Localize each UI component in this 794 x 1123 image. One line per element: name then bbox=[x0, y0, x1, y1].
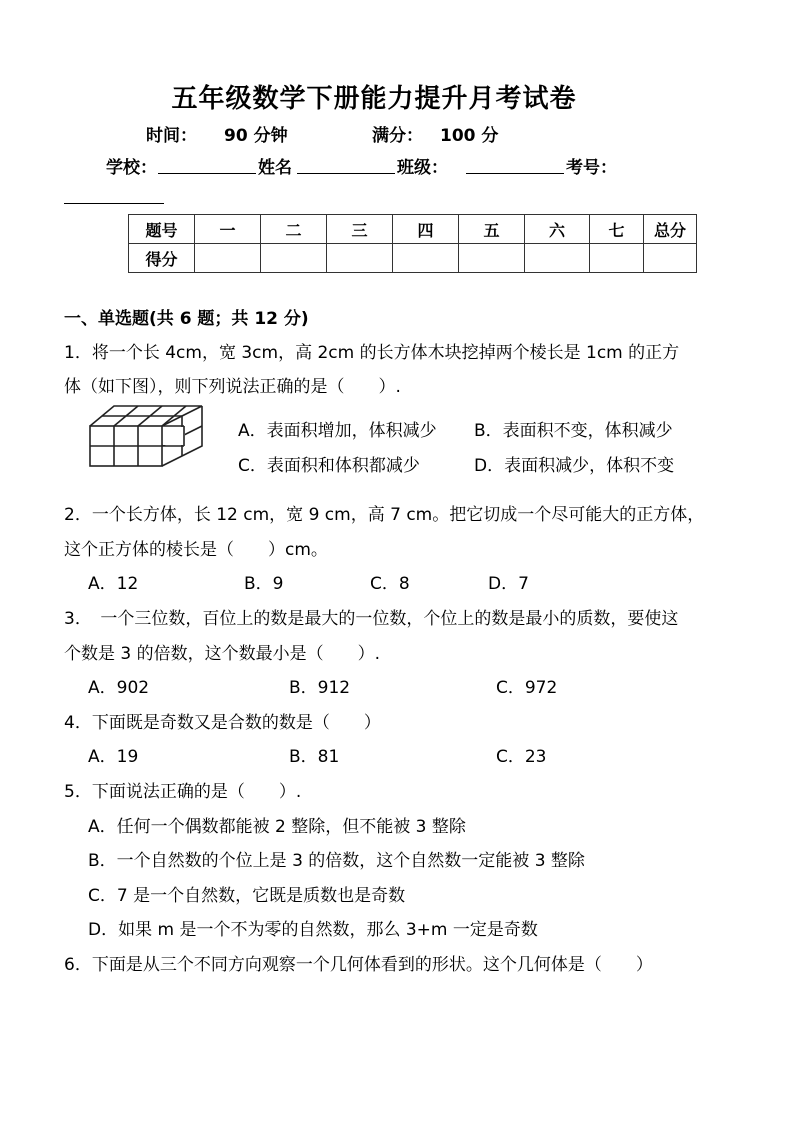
question-5-option-d[interactable]: D．如果 m 是一个不为零的自然数，那么 3+m 一定是奇数 bbox=[88, 920, 538, 940]
name-label: 姓名 bbox=[258, 158, 292, 178]
score-input-cell[interactable] bbox=[195, 244, 261, 273]
score-table-cell: 六 bbox=[525, 215, 590, 244]
question-2-line-2: 这个正方体的棱长是（ ）cm。 bbox=[64, 540, 328, 560]
question-2-option-b[interactable]: B．9 bbox=[244, 574, 284, 594]
question-4-option-c[interactable]: C．23 bbox=[496, 747, 547, 767]
score-table-cell: 七 bbox=[590, 215, 644, 244]
question-2-option-a[interactable]: A．12 bbox=[88, 574, 139, 594]
score-table-cell: 一 bbox=[195, 215, 261, 244]
question-3-option-c[interactable]: C．972 bbox=[496, 678, 558, 698]
score-input-cell[interactable] bbox=[393, 244, 459, 273]
exam-title: 五年级数学下册能力提升月考试卷 bbox=[171, 84, 577, 114]
class-label: 班级： bbox=[397, 158, 448, 178]
question-1-option-a[interactable]: A．表面积增加，体积减少 bbox=[238, 421, 437, 441]
question-4-option-b[interactable]: B．81 bbox=[289, 747, 340, 767]
question-1-line-1: 1．将一个长 4cm，宽 3cm，高 2cm 的长方体木块挖掉两个棱长是 1cm 的正方 bbox=[64, 343, 680, 363]
name-blank[interactable] bbox=[297, 155, 395, 174]
score-table bbox=[128, 214, 697, 273]
question-5-line-1: 5．下面说法正确的是（ ）. bbox=[64, 782, 302, 802]
class-blank[interactable] bbox=[466, 155, 564, 174]
score-table-cell: 五 bbox=[459, 215, 525, 244]
full-score-value: 100 分 bbox=[440, 126, 499, 146]
score-table-cell: 题号 bbox=[129, 215, 195, 244]
cuboid-figure bbox=[88, 400, 206, 470]
score-input-cell[interactable] bbox=[459, 244, 525, 273]
score-input-cell[interactable] bbox=[644, 244, 697, 273]
score-table-score-row bbox=[129, 244, 697, 273]
question-3-option-b[interactable]: B．912 bbox=[289, 678, 351, 698]
question-3-line-1: 3． 一个三位数，百位上的数是最大的一位数，个位上的数是最小的质数，要使这 bbox=[64, 609, 679, 629]
score-input-cell[interactable] bbox=[327, 244, 393, 273]
question-6-line-1: 6．下面是从三个不同方向观察一个几何体看到的形状。这个几何体是（ ） bbox=[64, 955, 653, 975]
question-5-option-b[interactable]: B．一个自然数的个位上是 3 的倍数，这个自然数一定能被 3 整除 bbox=[88, 851, 585, 871]
score-input-cell[interactable] bbox=[590, 244, 644, 273]
question-4-line-1: 4．下面既是奇数又是合数的数是（ ） bbox=[64, 713, 381, 733]
score-table-cell: 二 bbox=[261, 215, 327, 244]
question-2-option-d[interactable]: D．7 bbox=[488, 574, 529, 594]
exam-number-blank[interactable] bbox=[64, 185, 164, 204]
score-input-cell[interactable] bbox=[261, 244, 327, 273]
score-table-cell: 总分 bbox=[644, 215, 697, 244]
score-table-cell: 四 bbox=[393, 215, 459, 244]
question-5-option-c[interactable]: C．7 是一个自然数，它既是质数也是奇数 bbox=[88, 886, 406, 906]
school-blank[interactable] bbox=[158, 155, 256, 174]
time-label: 时间： bbox=[146, 126, 197, 146]
school-label: 学校： bbox=[106, 158, 157, 178]
full-score-label: 满分： bbox=[372, 126, 423, 146]
question-4-option-a[interactable]: A．19 bbox=[88, 747, 139, 767]
score-input-cell[interactable] bbox=[525, 244, 590, 273]
section-heading: 一、单选题(共 6 题；共 12 分) bbox=[64, 309, 309, 329]
score-table-row-label: 得分 bbox=[129, 244, 195, 273]
score-table-header-row bbox=[129, 215, 697, 244]
score-table-cell: 三 bbox=[327, 215, 393, 244]
question-3-line-2: 个数是 3 的倍数，这个数最小是（ ）. bbox=[64, 644, 381, 664]
exam-number-label: 考号： bbox=[566, 158, 617, 178]
question-2-line-1: 2．一个长方体，长 12 cm，宽 9 cm，高 7 cm。把它切成一个尽可能大的正方体， bbox=[64, 505, 705, 525]
question-2-option-c[interactable]: C．8 bbox=[370, 574, 410, 594]
question-1-line-2: 体（如下图），则下列说法正确的是（ ）. bbox=[64, 377, 401, 397]
question-1-option-d[interactable]: D．表面积减少，体积不变 bbox=[474, 456, 675, 476]
question-5-option-a[interactable]: A．任何一个偶数都能被 2 整除，但不能被 3 整除 bbox=[88, 817, 466, 837]
question-1-option-c[interactable]: C．表面积和体积都减少 bbox=[238, 456, 420, 476]
question-3-option-a[interactable]: A．902 bbox=[88, 678, 150, 698]
time-value: 90 分钟 bbox=[224, 126, 288, 146]
question-1-option-b[interactable]: B．表面积不变，体积减少 bbox=[474, 421, 673, 441]
